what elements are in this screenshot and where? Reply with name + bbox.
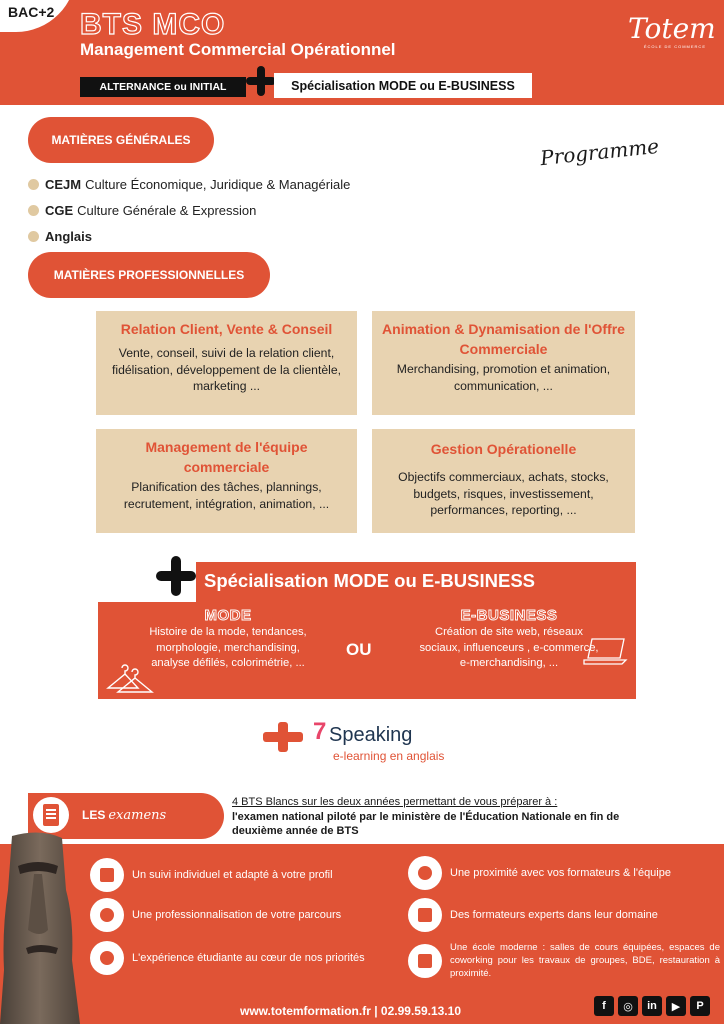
advantage-text: Un suivi individuel et adapté à votre profil bbox=[132, 869, 333, 881]
exams-label-script: examens bbox=[108, 808, 167, 823]
advantage-text: Une proximité avec vos formateurs & l'équipe bbox=[450, 867, 671, 879]
section-general-heading: MATIÈRES GÉNÉRALES bbox=[28, 117, 214, 163]
bullet-icon bbox=[28, 231, 39, 242]
specialisation-ebusiness bbox=[418, 608, 600, 672]
card-title: Gestion Opérationelle bbox=[430, 441, 577, 457]
pro-subject-card bbox=[372, 311, 635, 415]
subject-code: CEJM bbox=[45, 176, 82, 192]
section-professional-heading: MATIÈRES PROFESSIONNELLES bbox=[28, 252, 270, 298]
specialisation-mode bbox=[138, 608, 318, 672]
card-title: Management de l'équipe commerciale bbox=[145, 439, 308, 475]
tag-specialisation: Spécialisation MODE ou E-BUSINESS bbox=[274, 73, 532, 98]
speaking-subtitle: e-learning en anglais bbox=[333, 749, 445, 763]
list-item bbox=[28, 223, 350, 249]
logo-subtitle: ÉCOLE DE COMMERCE bbox=[643, 44, 706, 49]
plus-icon bbox=[263, 722, 303, 752]
pro-subject-card bbox=[372, 429, 635, 533]
general-subjects-list bbox=[28, 171, 350, 249]
advantage-item bbox=[408, 941, 720, 980]
test-document-icon bbox=[33, 797, 69, 833]
plus-icon bbox=[156, 556, 196, 596]
instagram-icon[interactable]: ◎ bbox=[618, 996, 638, 1016]
card-text: Planification des tâches, plannings, recrutement, intégration, animation, ... bbox=[123, 480, 330, 511]
moai-statue-image bbox=[0, 830, 86, 1024]
bullet-icon bbox=[28, 205, 39, 216]
pro-subject-card bbox=[96, 429, 357, 533]
advantage-text: Une professionnalisation de votre parcours bbox=[132, 909, 342, 921]
subject-label: Culture Générale & Expression bbox=[77, 202, 257, 218]
card-text: Vente, conseil, suivi de la relation client, fidélisation, développement de la clientèle, marketing ... bbox=[111, 346, 341, 393]
speaking-logo-seven: 7 bbox=[313, 718, 327, 745]
linkedin-icon[interactable]: in bbox=[642, 996, 662, 1016]
social-links bbox=[594, 996, 710, 1016]
mode-heading: MODE bbox=[204, 607, 252, 624]
youtube-icon[interactable]: ▶ bbox=[666, 996, 686, 1016]
programme-script-label: Programme bbox=[539, 133, 661, 171]
or-label: OU bbox=[346, 640, 372, 659]
advantage-text: Des formateurs experts dans leur domaine bbox=[450, 909, 658, 921]
advantage-text: L'expérience étudiante au cœur de nos priorités bbox=[132, 952, 365, 964]
ebusiness-text: Création de site web, réseaux sociaux, influenceurs , e-commerce, e-merchandising, ... bbox=[419, 626, 599, 670]
hanger-icon bbox=[104, 662, 160, 694]
student-icon bbox=[90, 941, 124, 975]
card-title: Relation Client, Vente & Conseil bbox=[120, 321, 333, 337]
exams-line-2: l'examen national piloté par le ministère de l'Éducation Nationale en fin de deuxième année de BTS bbox=[232, 810, 620, 837]
page-title: BTS MCO bbox=[80, 8, 226, 41]
specialisation-title: Spécialisation MODE ou E-BUSINESS bbox=[204, 570, 536, 591]
advantage-item bbox=[90, 898, 341, 932]
pinterest-icon[interactable]: P bbox=[690, 996, 710, 1016]
speaking-logo-word: Speaking bbox=[329, 724, 413, 746]
advantage-text: Une école moderne : salles de cours équipées, espaces de coworking pour les travaux de groupes, BDE, restauration à proximité. bbox=[450, 942, 720, 979]
footer-contact[interactable]: www.totemformation.fr | 02.99.59.13.10 bbox=[240, 1004, 461, 1018]
card-text: Merchandising, promotion et animation, communication, ... bbox=[396, 362, 611, 393]
ebusiness-heading: E-BUSINESS bbox=[460, 607, 558, 624]
pro-subject-card bbox=[96, 311, 357, 415]
page-subtitle: Management Commercial Opérationnel bbox=[80, 40, 396, 59]
speech-bubble-icon bbox=[408, 856, 442, 890]
list-item bbox=[28, 171, 350, 197]
mode-text: Histoire de la mode, tendances, morphologie, merchandising, analyse défilés, colorimétrie, ... bbox=[149, 626, 307, 670]
card-text: Objectifs commerciaux, achats, stocks, budgets, risques, investissement, performances, reporting, ... bbox=[398, 470, 609, 517]
exams-line-1: 4 BTS Blancs sur les deux années permettant de vous préparer à : bbox=[232, 796, 558, 808]
subject-code: CGE bbox=[45, 202, 74, 218]
advantage-item bbox=[90, 858, 333, 892]
list-item bbox=[28, 197, 350, 223]
handshake-icon bbox=[90, 858, 124, 892]
level-badge-text: BAC+2 bbox=[8, 4, 55, 20]
facebook-icon[interactable]: f bbox=[594, 996, 614, 1016]
advantage-item bbox=[408, 898, 658, 932]
subject-label: Culture Économique, Juridique & Managériale bbox=[85, 176, 351, 192]
exams-heading bbox=[82, 808, 166, 823]
advantage-item bbox=[90, 941, 365, 975]
trainer-board-icon bbox=[408, 898, 442, 932]
tag-alternance: ALTERNANCE ou INITIAL bbox=[80, 77, 246, 97]
bullet-icon bbox=[28, 179, 39, 190]
professional-check-icon bbox=[90, 898, 124, 932]
exams-label: LES bbox=[82, 808, 106, 822]
exams-description bbox=[232, 795, 652, 839]
laptop-icon bbox=[582, 636, 628, 666]
plus-icon bbox=[246, 66, 276, 96]
totem-logo[interactable] bbox=[628, 12, 716, 58]
logo-word: Totem bbox=[628, 12, 716, 45]
totem-icon bbox=[408, 944, 442, 978]
subject-code: Anglais bbox=[45, 228, 92, 244]
advantage-item bbox=[408, 856, 671, 890]
card-title: Animation & Dynamisation de l'Offre Commerciale bbox=[382, 321, 625, 357]
